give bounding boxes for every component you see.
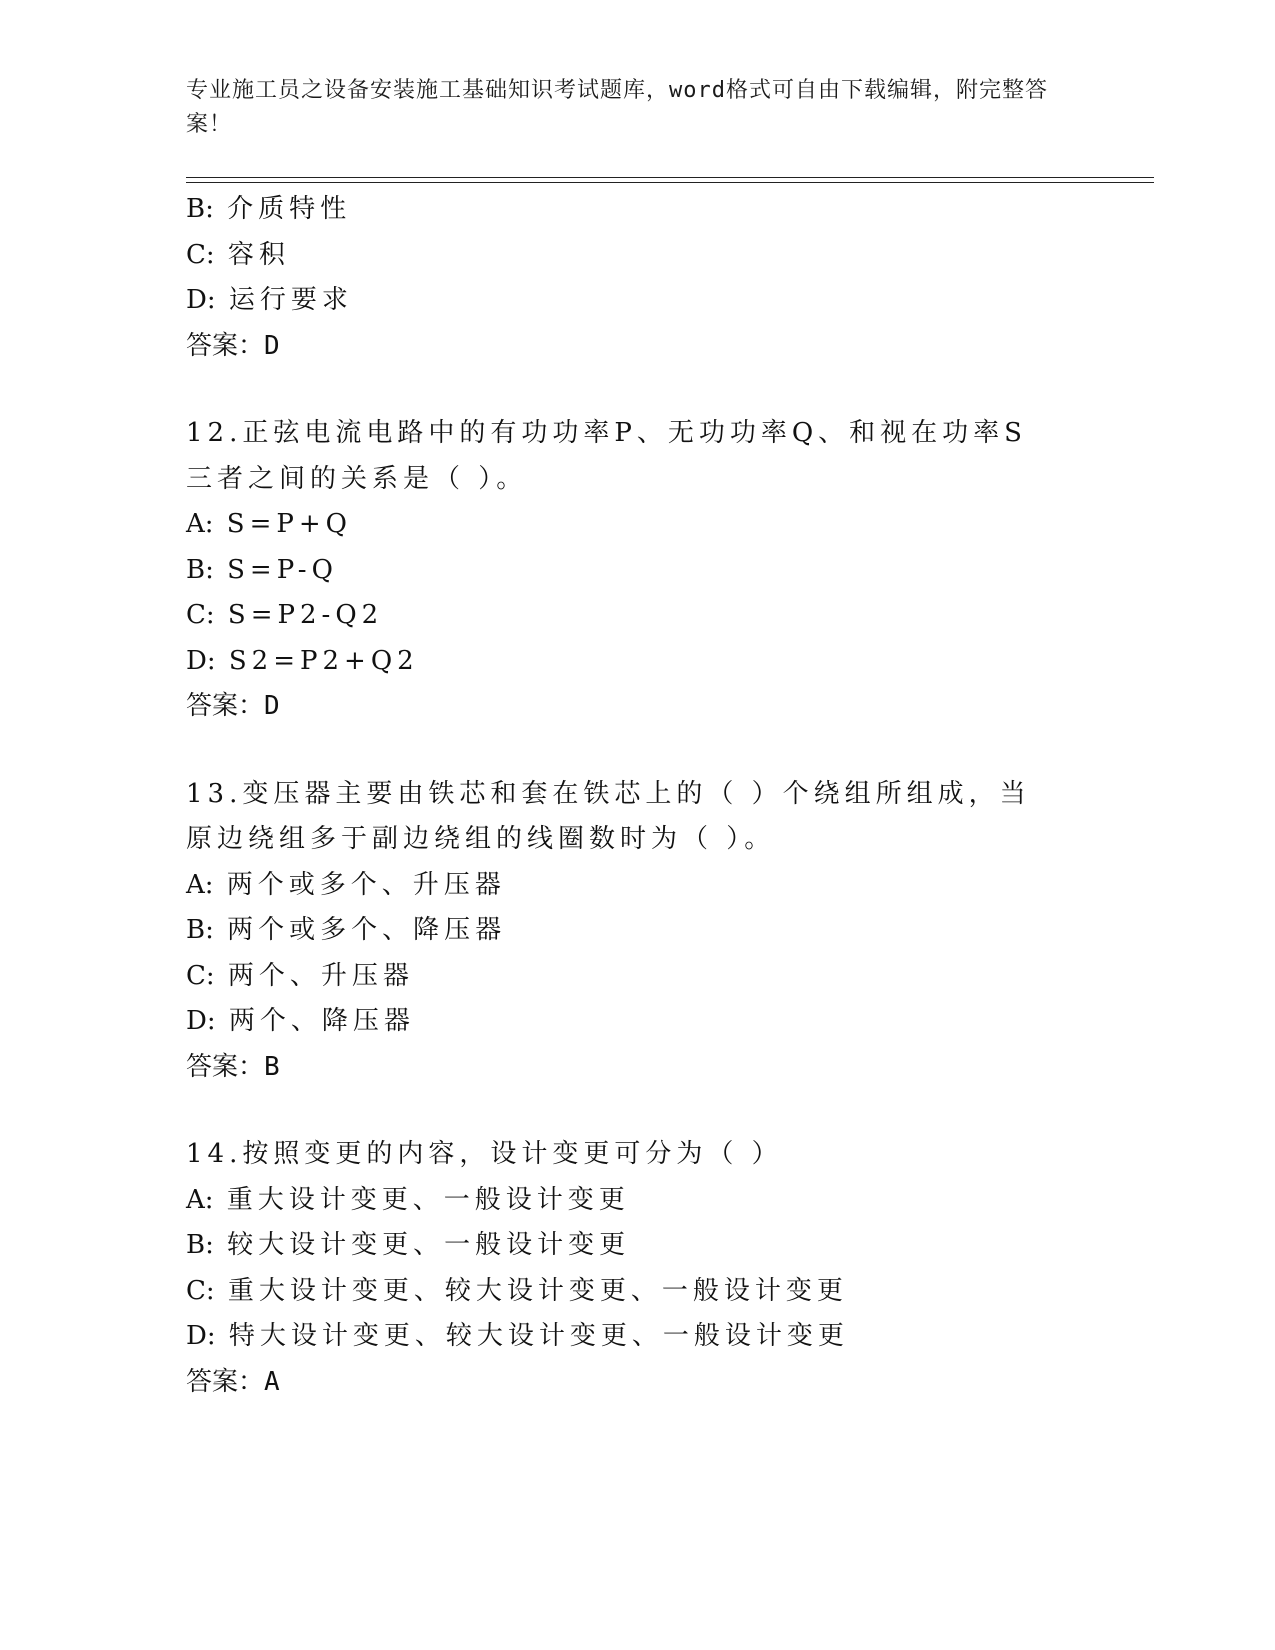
option-text: S=P+Q [226,509,352,539]
option-text: 运行要求 [228,285,353,315]
option-d [186,999,1066,1045]
answer-line [186,324,1066,370]
option-b [186,187,1066,233]
option-text: 特大设计变更、较大设计变更、一般设计变更 [228,1321,849,1351]
option-key: D [186,285,207,315]
option-key: A [186,1184,205,1215]
option-key: C [186,600,206,630]
option-a [186,502,1066,548]
answer-line [186,1360,1066,1406]
option-b [186,908,1066,954]
option-c [186,593,1066,639]
question-stem: 13.变压器主要由铁芯和套在铁芯上的（ ）个绕组所组成，当原边绕组多于副边绕组的线圈数时为（ ）。 [186,778,1031,854]
option-separator: : [205,915,214,945]
option-text: S2=P2+Q2 [228,645,419,676]
option-key: B [186,1230,206,1260]
answer-label: 答案： [186,330,265,361]
spacer [186,1090,1066,1132]
option-key: B [186,915,206,945]
option-text: 较大设计变更、一般设计变更 [227,1230,631,1260]
option-separator: : [206,1321,216,1351]
option-a [186,1178,1066,1224]
answer-value: B [264,1051,280,1082]
option-key: A [186,509,205,539]
option-text: 容积 [227,239,290,270]
answer-value: D [264,691,280,721]
question-stem: 14.按照变更的内容，设计变更可分为（ ） [186,1139,783,1169]
option-text: S=P-Q [227,554,338,585]
option-b [186,548,1066,594]
header-rule-top [186,177,1154,178]
answer-label: 答案： [186,1051,265,1082]
question-block-12 [186,411,1066,730]
option-text: 两个、降压器 [228,1006,415,1036]
option-a [186,863,1066,909]
header-rule-bottom [186,182,1154,183]
answer-value: A [264,1366,280,1397]
option-separator: : [205,194,214,224]
option-c [186,233,1066,279]
option-separator: : [205,554,214,585]
question-block-13 [186,772,1066,1091]
question-block-prev [186,187,1066,369]
option-separator: : [204,509,214,539]
option-b [186,1223,1066,1269]
option-separator: : [206,285,216,315]
option-key: D [186,1321,207,1351]
option-key: D [186,645,207,676]
option-key: C [186,1275,206,1306]
option-separator: : [205,1230,214,1260]
question-stem: 12.正弦电流电路中的有功功率P、无功功率Q、和视在功率S三者之间的关系是（ ）。 [186,418,1027,494]
option-separator: : [205,239,215,270]
option-key: C [186,960,206,991]
page-header: 专业施工员之设备安装施工基础知识考试题库，word格式可自由下载编辑，附完整答案！ [186,78,1048,137]
option-text: 两个或多个、升压器 [226,869,506,900]
spacer [186,369,1066,411]
option-text: 两个、升压器 [227,960,414,991]
option-text: S=P2-Q2 [227,600,384,630]
option-d [186,1314,1066,1360]
option-key: C [186,239,206,270]
option-c [186,954,1066,1000]
spacer [186,730,1066,772]
option-d [186,639,1066,685]
option-key: A [186,869,205,900]
option-text: 重大设计变更、一般设计变更 [226,1184,630,1215]
option-c [186,1269,1066,1315]
answer-line [186,1045,1066,1091]
answer-value: D [264,330,280,361]
option-separator: : [205,600,215,630]
option-text: 重大设计变更、较大设计变更、一般设计变更 [227,1275,848,1306]
option-d [186,278,1066,324]
question-block-14 [186,1132,1066,1405]
option-text: 两个或多个、降压器 [227,915,507,945]
option-separator: : [205,960,215,991]
option-key: B [186,554,206,585]
option-key: D [186,1006,207,1036]
option-separator: : [206,645,216,676]
option-separator: : [205,1275,215,1306]
option-key: B [186,194,206,224]
option-separator: : [204,869,214,900]
document-body [186,187,1066,1405]
answer-label: 答案： [186,691,265,721]
option-separator: : [206,1006,216,1036]
option-separator: : [204,1184,214,1215]
answer-line [186,684,1066,730]
answer-label: 答案： [186,1366,265,1397]
option-text: 介质特性 [227,194,352,224]
